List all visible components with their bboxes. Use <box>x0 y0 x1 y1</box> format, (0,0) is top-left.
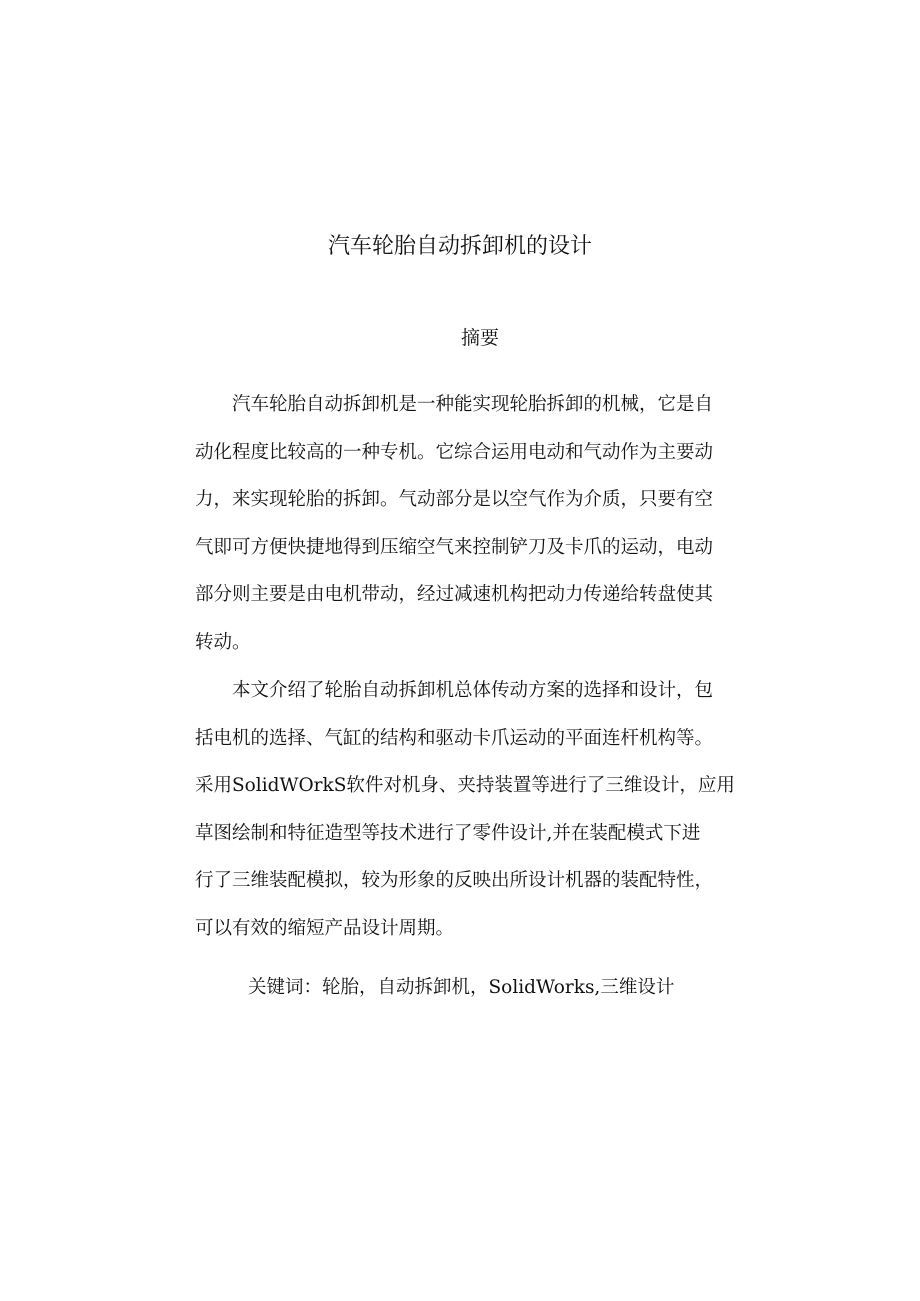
paragraph-line: 动化程度比较高的一种专机。它综合运用电动和气动作为主要动 <box>195 441 714 463</box>
paragraph-line: 本文介绍了轮胎自动拆卸机总体传动方案的选择和设计，包 <box>195 680 714 701</box>
abstract-paragraph-1 <box>195 381 785 666</box>
paragraph-line: 气即可方便快捷地得到压缩空气来控制铲刀及卡爪的运动，电动 <box>195 536 714 558</box>
keywords-line: 关键词：轮胎，自动拆卸机，SolidWorks,三维设计 <box>248 977 675 998</box>
paragraph-line: 采用SolidWOrkS软件对机身、夹持装置等进行了三维设计，应用 <box>195 775 735 796</box>
paragraph-line: 草图绘制和特征造型等技术进行了零件设计,并在装配模式下进 <box>195 822 701 844</box>
paragraph-line: 转动。 <box>195 631 251 653</box>
abstract-paragraph-2 <box>195 667 785 952</box>
paragraph-line: 部分则主要是由电机带动，经过减速机构把动力传递给转盘使其 <box>195 584 714 605</box>
paragraph-line: 力，来实现轮胎的拆卸。气动部分是以空气作为介质，只要有空 <box>195 489 714 510</box>
paragraph-line: 行了三维装配模拟，较为形象的反映出所设计机器的装配特性， <box>195 870 714 891</box>
page-title: 汽车轮胎自动拆卸机的设计 <box>327 234 592 259</box>
abstract-heading: 摘要 <box>460 327 499 349</box>
paragraph-line: 汽车轮胎自动拆卸机是一种能实现轮胎拆卸的机械，它是自 <box>195 394 714 415</box>
paragraph-line: 可以有效的缩短产品设计周期。 <box>195 917 455 939</box>
paragraph-line: 括电机的选择、气缸的结构和驱动卡爪运动的平面连杆机构等。 <box>195 727 714 749</box>
